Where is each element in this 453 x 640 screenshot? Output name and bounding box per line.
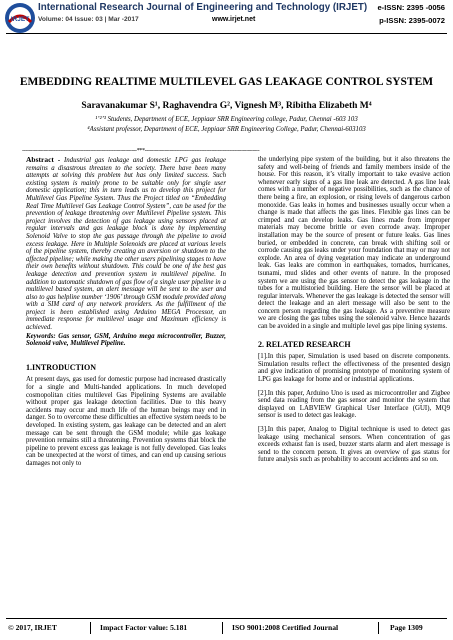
page-footer — [0, 620, 453, 640]
footer-impact-factor: Impact Factor value: 5.181 — [100, 623, 188, 632]
irjet-logo — [4, 2, 36, 34]
header-rule — [6, 33, 447, 34]
footer-rule — [6, 618, 447, 619]
reference-3: [3].In this paper, Analog to Digital technique is used to detect gas leakage using mechanical sensors. When concentration of gas exceeds exhaust fan is used, buzzer starts alarm and alert message is send to the concern person. It gives an overview of gas status for future analysis such as probability to account accidents and so on. — [258, 426, 450, 464]
intro-text: At present days, gas used for domestic purpose had increased drastically for a single and Multi-handed applications. In much developed cosmopolitan cities multilevel Gas Pipelining Systems are available without proper gas leakage detection facilities. Due to this heavy accidents may occur and much life of the human beings may end in danger. So to overcome these difficulties an effective system needs to be developed. In existing system, gas leakage can be detected and an alert message can be sent through the GSM module; while gas leakage prevention remains still a threatening. Prevention systems that block the pipeline to prevent excess gas leakage is not fully developed. Gas leaks can be unexpected at the worst of times, and can end up causing serious damages not only to — [26, 376, 226, 467]
abstract-label: Abstract - — [26, 155, 61, 164]
reference-1: [1].In this paper, Simulation is used based on discrete components. Simulation results reflect the effectiveness of the presented design and give indication of promising prototype of monitoring system of LPG gas leakage for home and or industrial applications. — [258, 353, 450, 384]
right-column — [258, 156, 450, 464]
left-column — [26, 156, 226, 468]
reference-2: [2].In this paper, Arduino Uno is used as microcontroller and Zigbee send data reading from the gas sensor and monitor the system that displayed on LABVIEW Graphical User Interface (GUI), MQ9 sensor is used to detect gas leakage. — [258, 389, 450, 420]
journal-website[interactable]: www.irjet.net — [212, 16, 256, 23]
affiliation-professor: ⁴Assistant professor, Department of ECE, Jeppiaar SRR Engineering College, Padur, Chennai-603103 — [87, 126, 366, 133]
related-research-heading: 2. RELATED RESEARCH — [258, 339, 351, 349]
intro-heading: 1.INTRODUCTION — [26, 362, 97, 372]
p-issn: p-ISSN: 2395-0072 — [379, 16, 445, 25]
footer-divider — [90, 622, 91, 634]
e-issn: e-ISSN: 2395 -0056 — [377, 3, 445, 12]
journal-header — [0, 0, 453, 44]
authors: Saravanakumar S¹, Raghavendra G², Vignesh M³, Ribitha Elizabeth M⁴ — [81, 101, 372, 111]
intro-continued: the underlying pipe system of the building, but it also threatens the safety and well-being of friends and family members inside of the house. For this reason, it’s vitally important to take evasive action whenever early signs of a gas line leak are detected. A gas line leak comes with a number of negative possibilities, such as the chance of there being a fire, an explosion, or rising levels of dangerous carbon monoxide. Gas leaks in homes and businesses usually occur when a change is made that affects the gas lines. Flexible gas lines can be crimped and can develop leaks. Gas lines made from improper materials may become brittle or even corrode away. Improper installation may be the source of present or future leaks. Gas lines buried, or embedded in concrete, can break with shifting soil or corrode causing gas leaks under your foundation that may or may not explode. An area of dying vegetation may indicate an underground leak. Gas leaks are common in earthquakes, tornados, hurricanes, tsunami, mud slides and other events of nature. In the proposed system we are using the gas sensor to detect the gas leakage in the tubes for a multistoried building. Here the sensor will be placed at regular intervals. Whenever the gas leakage is detected the sensor will detect the leakage and an alert message will also be sent to the concern person regarding the gas leakage. As a preventive measure we are closing the gas tubes using the solenoid valve. Hence hazards can be avoided in a single and multiple level gas pipe lining systems. — [258, 156, 450, 331]
affiliation-students: ¹ʼ²ʼ³ Students, Department of ECE, Jeppiaar SRR Engineering college, Padur, Chennai -603 103 — [95, 116, 358, 123]
section-separator: ---------------------------------------------------------------------***--------------------------------------------------------------------- — [22, 147, 260, 154]
journal-issue: Volume: 04 Issue: 03 | Mar -2017 — [38, 16, 139, 23]
footer-divider — [222, 622, 223, 634]
journal-title: International Research Journal of Engineering and Technology (IRJET) — [38, 2, 368, 13]
abstract — [26, 156, 226, 332]
footer-divider — [378, 622, 379, 634]
paper-title: EMBEDDING REALTIME MULTILEVEL GAS LEAKAGE CONTROL SYSTEM — [19, 76, 434, 88]
footer-copyright: © 2017, IRJET — [8, 623, 57, 632]
footer-iso: ISO 9001:2008 Certified Journal — [232, 623, 339, 632]
abstract-text: Industrial gas leakage and domestic LPG gas leakage remains a disastrous threaten to the society. There have been many attempts at solving this problem but has only limited success. Such existing system is mainly prone to be suitable only for single user domestic application; this in turn leads us to develop this project for Multilevel Gas Pipeline System. Thus the Project titled on “Embedding Real Time Multilevel Gas Leakage Control System”, can be used for the prevention of leakage threatening over Multilevel Pipeline system. This project involves the detection of gas leakage using sensors placed at regular intervals and gas leakage block is done by implementing Solenoid Valve to stop the gas passage through the pipeline to avoid excess leakage. Here in Multiple Solenoids are placed at various levels of the pipeline system, thereby creating an aversion or shutdown to the affected pipeline; while making the other users pipelining stages to have their own benefits without shutdown. This could be one of the best gas leakage detection and prevention system in multilevel pipeline. In addition to automatic shutdown of gas flow of a single user pipeline in a multilevel based system, an alert message will be sent to the user and also to gas helpline number ‘1906’ through GSM module provided along with a SIM card of any network providers. As the fulfillment of the project is been established using Arduino MEGA Processor, an immediate response for multilevel usage and Maximum efficiency is achieved. — [26, 157, 226, 332]
page-number: Page 1309 — [390, 623, 423, 632]
svg-text:IRJET: IRJET — [10, 16, 30, 23]
keywords: Keywords: Gas sensor, GSM, Arduino mega microcontroller, Buzzer, Solenoid valve, Multilevel Pipeline. — [26, 332, 226, 348]
